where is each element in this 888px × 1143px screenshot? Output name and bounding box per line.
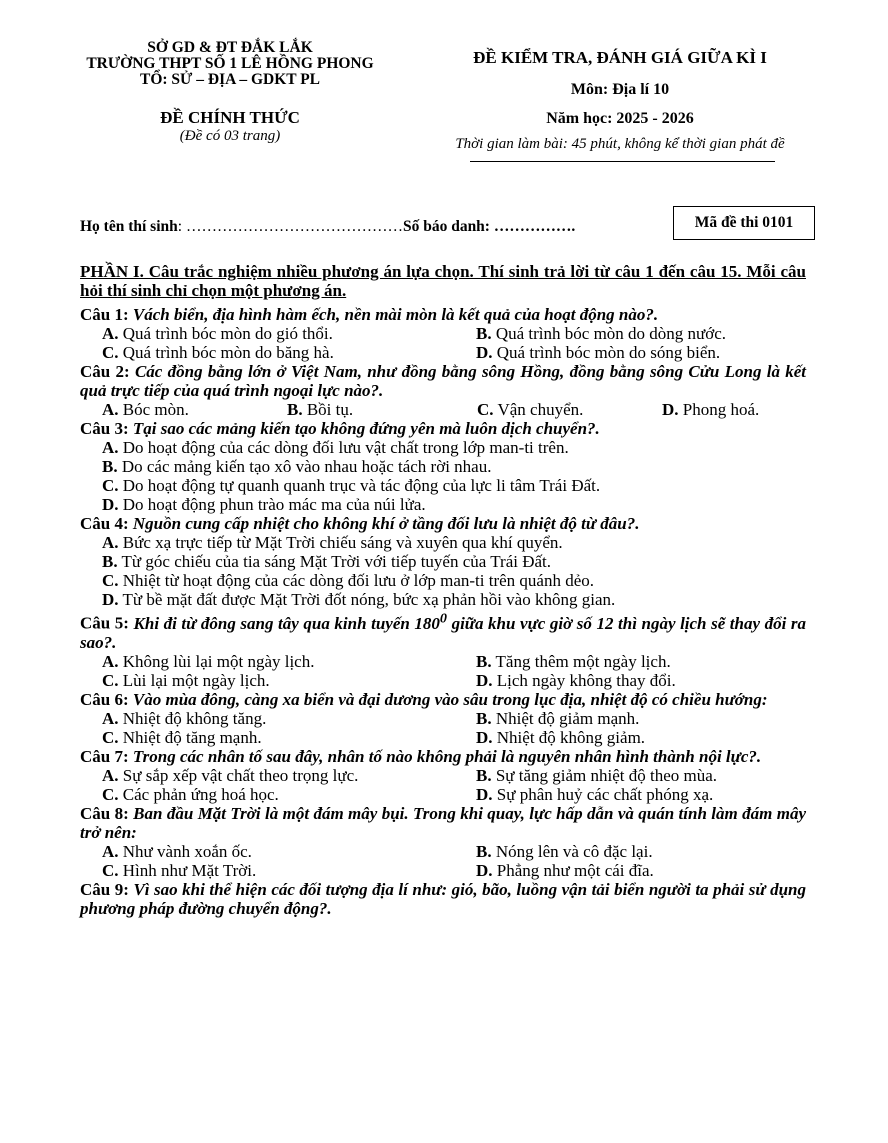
option-b: B. Quá trình bóc mòn do dòng nước. xyxy=(476,324,727,343)
question-2 xyxy=(80,362,806,419)
student-name-label: Họ tên thí sinh xyxy=(80,218,178,235)
option-c: C. Nhiệt độ tăng mạnh. xyxy=(102,727,262,747)
option-b: B. Do các mảng kiến tạo xô vào nhau hoặc tách rời nhau. xyxy=(102,457,492,476)
option-a: A. Bóc mòn. xyxy=(102,400,189,419)
option-d: D. Nhiệt độ không giảm. xyxy=(476,727,646,747)
question-number: Câu 9: xyxy=(80,879,129,899)
option-a: A. Sự sắp xếp vật chất theo trọng lực. xyxy=(102,765,359,785)
option-a: A. Do hoạt động của các dòng đối lưu vật chất trong lớp man-ti trên. xyxy=(102,438,569,457)
student-info-row xyxy=(80,218,575,236)
question-text: Các đồng bằng lớn ở Việt Nam, như đồng bằng sông Hồng, đồng bằng sông Cửu Long là kết quả trực tiếp của quá trình ngoại lực nào?. xyxy=(80,362,806,400)
question-number: Câu 8: xyxy=(80,803,129,823)
question-text: Tại sao các mảng kiến tạo không đứng yên mà luôn dịch chuyển?. xyxy=(132,419,600,438)
question-number: Câu 7: xyxy=(80,746,129,766)
question-text: Vào mùa đông, càng xa biển và đại dương vào sâu trong lục địa, nhiệt độ có chiều hướng: xyxy=(132,689,768,709)
question-text: Vì sao khi thể hiện các đối tượng địa lí như: gió, bão, luồng vận tải biển người ta phải sử dụng phương pháp đường chuyển động?. xyxy=(80,879,806,918)
option-d: D. Quá trình bóc mòn do sóng biển. xyxy=(476,343,721,362)
question-8 xyxy=(80,804,806,880)
option-a: A. Như vành xoắn ốc. xyxy=(102,841,252,861)
question-1 xyxy=(80,305,806,362)
option-d: D. Từ bề mặt đất được Mặt Trời đốt nóng, bức xạ phản hồi vào không gian. xyxy=(102,590,616,609)
header-exam-block xyxy=(410,48,830,162)
part-1-title: PHẦN I. Câu trắc nghiệm nhiều phương án lựa chọn. Thí sinh trả lời từ câu 1 đến câu 15. Mỗi câu hỏi thí sinh chỉ chọn một phương án. xyxy=(80,262,806,300)
question-9 xyxy=(80,880,806,918)
option-c: C. Do hoạt động tự quanh quanh trục và tác động của lực li tâm Trái Đất. xyxy=(102,476,601,495)
question-text: Khi đi từ đông sang tây qua kinh tuyến $180^0$ giữa khu vực giờ số 12 thì ngày lịch sẽ thay đổi ra sao?. xyxy=(80,610,807,652)
option-c: C. Nhiệt từ hoạt động của các dòng đối lưu ở lớp man-ti trên quánh dẻo. xyxy=(102,571,594,590)
school-year: Năm học: 2025 - 2026 xyxy=(546,110,694,127)
option-d: D. Phong hoá. xyxy=(662,400,760,419)
option-b: B. Tăng thêm một ngày lịch. xyxy=(476,651,671,671)
question-text: Vách biển, địa hình hàm ếch, nền mài mòn là kết quả của hoạt động nào?. xyxy=(132,305,659,324)
exam-title: ĐỀ KIỂM TRA, ĐÁNH GIÁ GIỮA KÌ I xyxy=(473,48,767,67)
option-c: C. Vận chuyển. xyxy=(477,400,584,419)
question-7 xyxy=(80,747,806,804)
option-b: B. Nóng lên và cô đặc lại. xyxy=(476,841,653,861)
exam-content xyxy=(80,262,806,918)
question-number: Câu 1: xyxy=(80,305,129,324)
option-a: A. Bức xạ trực tiếp từ Mặt Trời chiếu sáng và xuyên qua khí quyển. xyxy=(102,533,563,552)
option-d: D. Sự phân huỷ các chất phóng xạ. xyxy=(476,784,714,804)
school-name: TRƯỜNG THPT SỐ 1 LÊ HỒNG PHONG xyxy=(86,55,374,72)
exam-code: Mã đề thi 0101 xyxy=(694,214,794,231)
exam-code-box xyxy=(673,206,815,240)
question-3 xyxy=(80,419,806,514)
option-b: B. Nhiệt độ giảm mạnh. xyxy=(476,708,640,728)
exam-time: Thời gian làm bài: 45 phút, không kể thời gian phát đề xyxy=(455,136,785,152)
faculty-name: TỔ: SỬ – ĐỊA – GDKT PL xyxy=(140,71,320,88)
option-d: D. Do hoạt động phun trào mác ma của núi lửa. xyxy=(102,495,426,514)
question-number: Câu 6: xyxy=(80,689,129,709)
question-number: Câu 3: xyxy=(80,419,129,438)
option-d: D. Phẳng như một cái đĩa. xyxy=(476,860,654,880)
exam-subject: Môn: Địa lí 10 xyxy=(570,81,670,98)
option-c: C. Hình như Mặt Trời. xyxy=(102,860,257,880)
option-a: A. Nhiệt độ không tăng. xyxy=(102,708,267,728)
question-number: Câu 5: xyxy=(80,613,129,633)
option-a: A. Không lùi lại một ngày lịch. xyxy=(102,651,315,671)
department-name: SỞ GD & ĐT ĐẮK LẮK xyxy=(147,39,313,56)
question-text: Nguồn cung cấp nhiệt cho không khí ở tầng đối lưu là nhiệt độ từ đâu?. xyxy=(132,514,640,533)
question-text: Ban đầu Mặt Trời là một đám mây bụi. Trong khi quay, lực hấp dẫn và quán tính làm đám mây trở nên: xyxy=(80,803,806,842)
official-label: ĐỀ CHÍNH THỨC xyxy=(160,108,300,127)
header-school-block xyxy=(40,40,420,144)
option-d: D. Lịch ngày không thay đổi. xyxy=(476,670,676,690)
student-name-blank: : …………………………………… xyxy=(177,218,403,235)
option-c: C. Lùi lại một ngày lịch. xyxy=(102,670,270,690)
option-b: B. Từ góc chiếu của tia sáng Mặt Trời với tiếp tuyến của Trái Đất. xyxy=(102,552,552,571)
question-number: Câu 4: xyxy=(80,514,129,533)
option-b: B. Bồi tụ. xyxy=(287,400,354,419)
page-count-note: (Đề có 03 trang) xyxy=(179,128,281,144)
question-5 xyxy=(80,609,806,690)
question-4 xyxy=(80,514,806,609)
option-a: A. Quá trình bóc mòn do gió thổi. xyxy=(102,324,333,343)
question-number: Câu 2: xyxy=(80,362,130,381)
option-b: B. Sự tăng giảm nhiệt độ theo mùa. xyxy=(476,765,718,785)
option-c: C. Các phản ứng hoá học. xyxy=(102,784,279,804)
student-id-label: Số báo danh: ……………. xyxy=(402,218,576,235)
question-text: Trong các nhân tố sau đây, nhân tố nào không phải là nguyên nhân hình thành nội lực?. xyxy=(132,746,762,766)
option-c: C. Quá trình bóc mòn do băng hà. xyxy=(102,343,334,362)
question-6 xyxy=(80,690,806,747)
header-divider xyxy=(470,161,775,162)
